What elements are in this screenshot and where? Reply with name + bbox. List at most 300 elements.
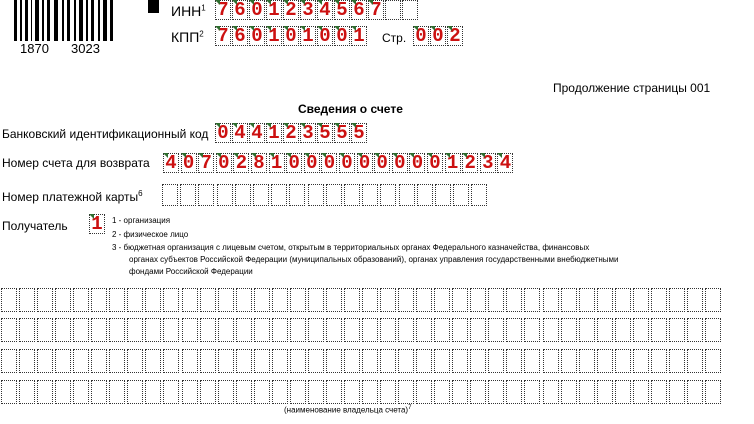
digit-cell[interactable]: 1 <box>300 26 316 46</box>
name-cell[interactable] <box>633 288 649 312</box>
name-cell[interactable] <box>452 288 468 312</box>
name-cell[interactable] <box>579 380 595 404</box>
digit-cell[interactable]: 0 <box>357 153 373 173</box>
digit-cell[interactable] <box>362 184 378 206</box>
name-cell[interactable] <box>37 380 53 404</box>
cell-marker <box>427 153 432 158</box>
cell-marker <box>266 0 271 5</box>
cell-marker <box>447 26 452 31</box>
name-cell[interactable] <box>91 318 107 342</box>
name-cell[interactable] <box>218 318 234 342</box>
name-cell[interactable] <box>182 288 198 312</box>
name-cell[interactable] <box>37 288 53 312</box>
digit-cell[interactable]: 0 <box>374 153 390 173</box>
cell-marker <box>392 153 397 158</box>
name-cell[interactable] <box>127 288 143 312</box>
name-cell[interactable] <box>344 349 360 373</box>
name-cell[interactable] <box>416 288 432 312</box>
name-cell[interactable] <box>236 380 252 404</box>
digit-cell[interactable]: 5 <box>351 123 367 143</box>
recipient-label: Получатель <box>2 219 68 233</box>
name-cell[interactable] <box>145 349 161 373</box>
name-cell[interactable] <box>579 288 595 312</box>
name-cell[interactable] <box>398 288 414 312</box>
name-cell[interactable] <box>416 318 432 342</box>
name-cell[interactable] <box>91 288 107 312</box>
inn-label: ИНН$^1$ <box>171 3 206 19</box>
name-cell[interactable] <box>163 318 179 342</box>
name-cell[interactable] <box>687 318 703 342</box>
cell-marker <box>251 153 256 158</box>
name-cell[interactable] <box>416 380 432 404</box>
name-cell[interactable] <box>73 380 89 404</box>
cell-marker <box>374 153 379 158</box>
digit-cell[interactable]: 0 <box>430 26 446 46</box>
cell-marker <box>321 153 326 158</box>
digit-cell[interactable]: 0 <box>181 153 197 173</box>
digit-cell[interactable]: 0 <box>286 153 302 173</box>
name-cell[interactable] <box>615 318 631 342</box>
barcode-number-left: 1870 <box>20 41 49 56</box>
cell-marker <box>269 153 274 158</box>
name-cell[interactable] <box>55 318 71 342</box>
digit-cell[interactable]: 1 <box>445 153 461 173</box>
name-cell[interactable] <box>55 380 71 404</box>
cell-marker <box>216 153 221 158</box>
name-cell[interactable] <box>218 349 234 373</box>
digit-cell[interactable]: 7 <box>215 26 231 46</box>
name-cell[interactable] <box>362 380 378 404</box>
cell-marker <box>300 26 305 31</box>
digit-cell[interactable]: 0 <box>249 26 265 46</box>
cell-marker <box>300 123 305 128</box>
name-cell[interactable] <box>452 318 468 342</box>
digit-cell[interactable]: 0 <box>413 26 429 46</box>
name-cell[interactable] <box>254 318 270 342</box>
name-cell[interactable] <box>200 318 216 342</box>
owner-caption: (наименование владельца счета)$^7$ <box>284 405 412 415</box>
cell-marker <box>215 123 220 128</box>
name-cell[interactable] <box>109 349 125 373</box>
name-cell[interactable] <box>182 349 198 373</box>
cell-marker <box>409 153 414 158</box>
name-cell[interactable] <box>55 288 71 312</box>
digit-cell[interactable]: 0 <box>249 0 265 20</box>
digit-cell[interactable] <box>180 184 196 206</box>
name-cell[interactable] <box>37 349 53 373</box>
name-cell[interactable] <box>669 318 685 342</box>
cell-marker <box>283 0 288 5</box>
name-cell[interactable] <box>109 318 125 342</box>
digit-cell[interactable]: 8 <box>251 153 267 173</box>
recipient-type-field[interactable]: 1 <box>89 214 105 234</box>
digit-cell[interactable] <box>162 184 178 206</box>
name-cell[interactable] <box>579 349 595 373</box>
digit-cell[interactable] <box>380 184 396 206</box>
cell-marker <box>233 153 238 158</box>
name-cell[interactable] <box>55 349 71 373</box>
cell-marker <box>215 0 220 5</box>
digit-cell[interactable]: 1 <box>266 123 282 143</box>
cell-marker <box>430 26 435 31</box>
legend-item: фондами Российской Федерации <box>129 267 253 276</box>
name-cell[interactable] <box>434 318 450 342</box>
digit-cell[interactable]: 0 <box>317 26 333 46</box>
digit-cell[interactable]: 5 <box>334 123 350 143</box>
digit-cell[interactable] <box>435 184 451 206</box>
digit-cell[interactable]: 0 <box>339 153 355 173</box>
cell-marker <box>351 26 356 31</box>
name-cell[interactable] <box>561 349 577 373</box>
name-cell[interactable] <box>687 288 703 312</box>
section-title: Сведения о счете <box>298 102 403 116</box>
legend-item: 1 - организация <box>112 216 171 225</box>
name-cell[interactable] <box>19 288 35 312</box>
cell-marker <box>232 123 237 128</box>
name-cell[interactable] <box>91 349 107 373</box>
name-cell[interactable] <box>145 318 161 342</box>
digit-cell[interactable] <box>308 184 324 206</box>
name-cell[interactable] <box>470 349 486 373</box>
name-cell[interactable] <box>254 380 270 404</box>
cell-marker <box>266 123 271 128</box>
digit-cell[interactable]: 3 <box>300 123 316 143</box>
name-cell[interactable] <box>543 380 559 404</box>
name-cell[interactable] <box>308 349 324 373</box>
name-cell[interactable] <box>127 318 143 342</box>
name-cell[interactable] <box>470 288 486 312</box>
name-cell[interactable] <box>651 380 667 404</box>
name-cell[interactable] <box>597 349 613 373</box>
name-cell[interactable] <box>651 349 667 373</box>
digit-cell[interactable] <box>217 184 233 206</box>
name-cell[interactable] <box>109 288 125 312</box>
digit-cell[interactable] <box>344 184 360 206</box>
name-cell[interactable] <box>687 380 703 404</box>
name-cell[interactable] <box>434 380 450 404</box>
cell-marker <box>334 123 339 128</box>
name-cell[interactable] <box>543 318 559 342</box>
name-cell[interactable] <box>506 288 522 312</box>
digit-cell[interactable]: 1 <box>266 0 282 20</box>
digit-cell[interactable] <box>417 184 433 206</box>
page-label: Стр. <box>382 31 407 45</box>
name-cell[interactable] <box>236 318 252 342</box>
digit-cell[interactable]: 4 <box>317 0 333 20</box>
name-cell[interactable] <box>705 318 721 342</box>
digit-cell[interactable] <box>399 184 415 206</box>
name-cell[interactable] <box>362 288 378 312</box>
name-cell[interactable] <box>705 380 721 404</box>
name-cell[interactable] <box>398 380 414 404</box>
name-cell[interactable] <box>145 288 161 312</box>
name-cell[interactable] <box>470 380 486 404</box>
name-cell[interactable] <box>163 380 179 404</box>
digit-cell[interactable] <box>271 184 287 206</box>
name-cell[interactable] <box>272 318 288 342</box>
legend-item: 3 - бюджетная организация с лицевым счетом, открытым в территориальных органах Федерального казначейства, финансовых <box>112 243 590 252</box>
cell-marker <box>181 153 186 158</box>
digit-cell[interactable]: 0 <box>304 153 320 173</box>
name-cell[interactable] <box>200 349 216 373</box>
name-cell[interactable] <box>127 349 143 373</box>
cell-marker <box>232 26 237 31</box>
name-cell[interactable] <box>272 349 288 373</box>
name-cell[interactable] <box>615 349 631 373</box>
digit-cell[interactable]: 5 <box>334 0 350 20</box>
name-cell[interactable] <box>380 349 396 373</box>
name-cell[interactable] <box>488 288 504 312</box>
name-cell[interactable] <box>182 318 198 342</box>
cell-marker <box>334 0 339 5</box>
digit-cell[interactable]: 4 <box>163 153 179 173</box>
name-cell[interactable] <box>615 380 631 404</box>
barcode-number-right: 3023 <box>71 41 100 56</box>
name-cell[interactable] <box>669 349 685 373</box>
kpp-label: КПП$^2$ <box>171 29 204 45</box>
name-cell[interactable] <box>452 349 468 373</box>
digit-cell[interactable]: 4 <box>249 123 265 143</box>
cell-marker <box>317 123 322 128</box>
cell-marker <box>283 26 288 31</box>
name-cell[interactable] <box>434 288 450 312</box>
name-cell[interactable] <box>470 318 486 342</box>
digit-cell[interactable]: 4 <box>497 153 513 173</box>
digit-cell[interactable]: 6 <box>351 0 367 20</box>
cell-marker <box>334 26 339 31</box>
legend-item: органах субъектов Российской Федерации (муниципальных образований), органах управления государственными внебюджетными <box>129 255 619 264</box>
name-cell[interactable] <box>218 380 234 404</box>
digit-cell[interactable]: 3 <box>300 0 316 20</box>
cell-marker <box>339 153 344 158</box>
cell-marker <box>283 123 288 128</box>
digit-cell[interactable]: 2 <box>462 153 478 173</box>
name-cell[interactable] <box>344 380 360 404</box>
name-cell[interactable] <box>561 380 577 404</box>
name-cell[interactable] <box>290 349 306 373</box>
digit-cell[interactable]: 7 <box>215 0 231 20</box>
cell-marker <box>232 0 237 5</box>
name-cell[interactable] <box>705 288 721 312</box>
cell-marker <box>163 153 168 158</box>
digit-cell[interactable]: 2 <box>283 123 299 143</box>
name-cell[interactable] <box>163 288 179 312</box>
cell-marker <box>357 153 362 158</box>
name-cell[interactable] <box>200 380 216 404</box>
name-cell[interactable] <box>182 380 198 404</box>
name-cell[interactable] <box>308 380 324 404</box>
name-cell[interactable] <box>91 380 107 404</box>
name-cell[interactable] <box>326 288 342 312</box>
cell-marker <box>89 214 94 219</box>
cell-marker <box>300 0 305 5</box>
cell-marker <box>351 123 356 128</box>
name-cell[interactable] <box>597 288 613 312</box>
digit-cell[interactable] <box>471 184 487 206</box>
name-cell[interactable] <box>326 380 342 404</box>
barcode <box>14 0 114 56</box>
name-cell[interactable] <box>398 349 414 373</box>
corner-marker <box>148 0 159 13</box>
name-cell[interactable] <box>488 349 504 373</box>
name-cell[interactable] <box>308 318 324 342</box>
name-cell[interactable] <box>290 288 306 312</box>
name-cell[interactable] <box>308 288 324 312</box>
digit-cell[interactable]: 0 <box>283 26 299 46</box>
name-cell[interactable] <box>380 288 396 312</box>
digit-cell[interactable]: 0 <box>321 153 337 173</box>
name-cell[interactable] <box>362 349 378 373</box>
digit-cell[interactable] <box>326 184 342 206</box>
cell-marker <box>462 153 467 158</box>
digit-cell[interactable]: 3 <box>480 153 496 173</box>
name-cell[interactable] <box>254 288 270 312</box>
name-cell[interactable] <box>579 318 595 342</box>
name-cell[interactable] <box>362 318 378 342</box>
digit-cell[interactable]: 7 <box>368 0 384 20</box>
name-cell[interactable] <box>380 318 396 342</box>
name-cell[interactable] <box>633 318 649 342</box>
name-cell[interactable] <box>543 349 559 373</box>
cell-marker <box>445 153 450 158</box>
digit-cell[interactable]: 0 <box>392 153 408 173</box>
cell-marker <box>249 123 254 128</box>
name-cell[interactable] <box>344 288 360 312</box>
cell-marker <box>368 0 373 5</box>
continuation-note: Продолжение страницы 001 <box>553 81 711 95</box>
name-cell[interactable] <box>272 380 288 404</box>
name-cell[interactable] <box>1 380 17 404</box>
name-cell[interactable] <box>615 288 631 312</box>
digit-cell[interactable]: 2 <box>283 0 299 20</box>
name-cell[interactable] <box>633 380 649 404</box>
name-cell[interactable] <box>326 349 342 373</box>
name-cell[interactable] <box>524 349 540 373</box>
cell-marker <box>249 0 254 5</box>
name-cell[interactable] <box>1 288 17 312</box>
digit-cell[interactable] <box>289 184 305 206</box>
cell-marker <box>198 153 203 158</box>
name-cell[interactable] <box>19 318 35 342</box>
name-cell[interactable] <box>524 318 540 342</box>
digit-cell[interactable]: 0 <box>409 153 425 173</box>
name-cell[interactable] <box>669 288 685 312</box>
name-cell[interactable] <box>506 380 522 404</box>
name-cell[interactable] <box>218 288 234 312</box>
name-cell[interactable] <box>687 349 703 373</box>
digit-cell[interactable] <box>453 184 469 206</box>
name-cell[interactable] <box>416 349 432 373</box>
name-cell[interactable] <box>434 349 450 373</box>
name-cell[interactable] <box>127 380 143 404</box>
name-cell[interactable] <box>597 318 613 342</box>
cell-marker <box>480 153 485 158</box>
name-cell[interactable] <box>290 318 306 342</box>
name-cell[interactable] <box>109 380 125 404</box>
name-cell[interactable] <box>488 380 504 404</box>
cell-marker <box>413 26 418 31</box>
cell-marker <box>497 153 502 158</box>
name-cell[interactable] <box>669 380 685 404</box>
name-cell[interactable] <box>506 318 522 342</box>
digit-cell[interactable]: 1 <box>269 153 285 173</box>
name-cell[interactable] <box>1 349 17 373</box>
cell-marker <box>304 153 309 158</box>
name-cell[interactable] <box>452 380 468 404</box>
account-label: Номер счета для возврата <box>2 156 150 170</box>
name-cell[interactable] <box>543 288 559 312</box>
name-cell[interactable] <box>19 380 35 404</box>
digit-cell[interactable]: 1 <box>266 26 282 46</box>
digit-cell[interactable] <box>385 0 401 20</box>
name-cell[interactable] <box>1 318 17 342</box>
name-cell[interactable] <box>73 318 89 342</box>
name-cell[interactable] <box>488 318 504 342</box>
name-cell[interactable] <box>73 288 89 312</box>
name-cell[interactable] <box>561 288 577 312</box>
cell-marker <box>249 26 254 31</box>
name-cell[interactable] <box>37 318 53 342</box>
name-cell[interactable] <box>344 318 360 342</box>
cell-marker <box>351 0 356 5</box>
name-cell[interactable] <box>633 349 649 373</box>
name-cell[interactable] <box>236 349 252 373</box>
name-cell[interactable] <box>561 318 577 342</box>
digit-cell[interactable]: 4 <box>232 123 248 143</box>
digit-cell[interactable]: 6 <box>232 0 248 20</box>
name-cell[interactable] <box>254 349 270 373</box>
name-cell[interactable] <box>73 349 89 373</box>
digit-cell[interactable]: 0 <box>215 123 231 143</box>
name-cell[interactable] <box>163 349 179 373</box>
digit-cell[interactable]: 2 <box>447 26 463 46</box>
card-label: Номер платежной карты$^6$ <box>2 189 143 204</box>
name-cell[interactable] <box>398 318 414 342</box>
name-cell[interactable] <box>651 318 667 342</box>
digit-cell[interactable]: 5 <box>317 123 333 143</box>
digit-cell[interactable] <box>253 184 269 206</box>
cell-marker <box>317 26 322 31</box>
name-cell[interactable] <box>200 288 216 312</box>
name-cell[interactable] <box>236 288 252 312</box>
digit-cell[interactable] <box>235 184 251 206</box>
name-cell[interactable] <box>145 380 161 404</box>
bik-label: Банковский идентификационный код <box>2 127 209 141</box>
cell-marker <box>317 0 322 5</box>
name-cell[interactable] <box>290 380 306 404</box>
digit-cell[interactable]: 0 <box>427 153 443 173</box>
digit-cell[interactable]: 0 <box>216 153 232 173</box>
digit-cell[interactable]: 6 <box>232 26 248 46</box>
name-cell[interactable] <box>272 288 288 312</box>
name-cell[interactable] <box>597 380 613 404</box>
digit-cell[interactable] <box>198 184 214 206</box>
name-cell[interactable] <box>380 380 396 404</box>
digit-cell[interactable]: 0 <box>334 26 350 46</box>
name-cell[interactable] <box>651 288 667 312</box>
name-cell[interactable] <box>705 349 721 373</box>
name-cell[interactable] <box>506 349 522 373</box>
name-cell[interactable] <box>19 349 35 373</box>
name-cell[interactable] <box>524 380 540 404</box>
digit-cell[interactable]: 1 <box>351 26 367 46</box>
digit-cell[interactable]: 7 <box>198 153 214 173</box>
name-cell[interactable] <box>326 318 342 342</box>
cell-marker <box>266 26 271 31</box>
digit-cell[interactable]: 2 <box>233 153 249 173</box>
name-cell[interactable] <box>524 288 540 312</box>
digit-cell[interactable] <box>402 0 418 20</box>
